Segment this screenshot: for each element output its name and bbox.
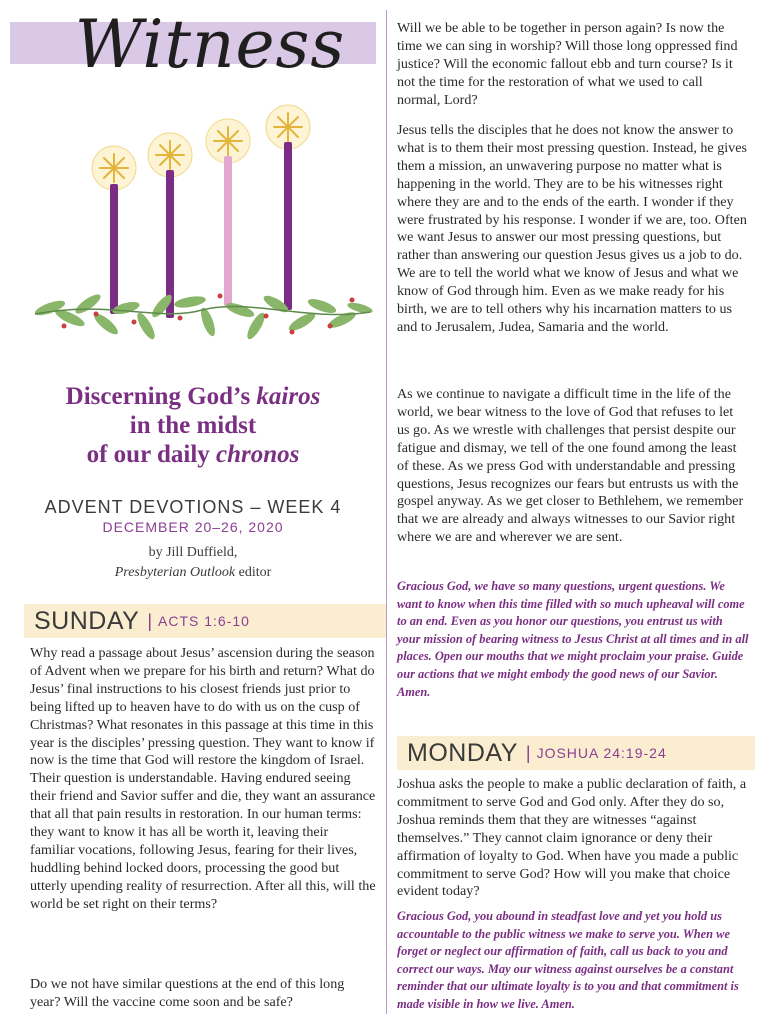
monday-header bbox=[397, 736, 755, 770]
byline-publication: Presbyterian Outlook bbox=[114, 565, 236, 580]
advent-wreath-illustration bbox=[30, 100, 375, 360]
subtitle-heading: Discerning God’s kairos in the midst of our daily chronos bbox=[65, 383, 321, 468]
sunday-paragraph-5: As we continue to navigate a difficult time in the life of the world, we bear witness to the love of God that refuses to let us go. As we wrestle with challenges that persist despite our fatigue and dismay, we tell of the one found among the least of these. As we press God with understandable and pressing questions, Jesus recognizes our fears but entrusts us with the gospel anyway. As we get closer to Bethlehem, we remember that we are already and always witnesses to our Savior right where we are and wherever we are sent. bbox=[397, 386, 744, 546]
page-title: Witness bbox=[74, 6, 346, 83]
sunday-paragraph-4: Jesus tells the disciples that he does not know the answer to what is to them their most pressing question. Instead, he gives them a mission, an unwavering purpose no matter what is happening in the world. They are to be his witnesses right where they are and to the ends of the earth. I wonder if they were frustrated by his response. I wonder if we are, too. Often we want Jesus to answer our most pressing questions, but rather than answering our question Jesus gives us a job to do. We are to tell the world what we know of Jesus and what we know of God through him. Even as we make ready for his birth, we are to tell others why his incarnation matters to us and to Jerusalem, Judea, Samaria and the world. bbox=[397, 122, 747, 335]
byline-role: editor bbox=[235, 565, 272, 580]
day-separator: | bbox=[147, 610, 153, 631]
byline-author: by Jill Duffield, bbox=[148, 545, 238, 560]
series-dates: DECEMBER 20–26, 2020 bbox=[102, 519, 284, 535]
sunday-prayer: Gracious God, we have so many questions, urgent questions. We want to know when this time filled with so much upheaval will come to an end. Even as you honor our questions, you entrust us with your mission of bearing witness to Jesus Christ at all times and in all places. Open our mouths that we might proclaim your praise. Guide our actions that we might embody the good news of our Savior. Amen. bbox=[397, 579, 749, 699]
sunday-paragraph-3: Will we be able to be together in person again? Is now the time we can sing in worship? Will those long oppressed find justice? Will the economic fallout ebb and turn course? Is it not the time for the restoration of what we used to call normal, Lord? bbox=[397, 20, 738, 108]
day-name: MONDAY bbox=[407, 738, 518, 767]
series-title: ADVENT DEVOTIONS – WEEK 4 bbox=[44, 497, 342, 517]
scripture-reference: JOSHUA 24:19-24 bbox=[536, 745, 667, 761]
monday-prayer: Gracious God, you abound in steadfast love and yet you hold us accountable to the public witness we make to serve you. When we forget or neglect our affirmation of faith, call us back to you and correct our ways. May our witness against ourselves be a constant reminder that our ultimate loyalty is to you and that commitment is made visible in how we live. Amen. bbox=[397, 909, 739, 1011]
candle-flame-icon bbox=[92, 105, 310, 190]
byline bbox=[20, 543, 366, 583]
sunday-paragraph-2: Do we not have similar questions at the end of this long year? Will the vaccine come soon and be safe? bbox=[30, 976, 345, 1010]
right-column bbox=[397, 0, 749, 1024]
column-divider bbox=[386, 10, 387, 1014]
day-separator: | bbox=[525, 742, 531, 763]
sunday-paragraph-1: Why read a passage about Jesus’ ascension during the season of Advent when we prepare for his birth and return? What do Jesus’ final instructions to his closest friends just prior to being lifted up to heaven have to do with us on the cusp of Christmas? What resonates in this passage at this time in this year is the disciples’ pressing question. They want to know if now is the time that God will restore the kingdom of Israel. Their question is understandable. Having endured seeing their friend and Savior suffer and die, they want an assurance that all that pain results in restoration. In our human terms: they want to know it has all be worth it, leaving their familiar vocations, following Jesus, fearing for their lives, huddling behind locked doors, processing the good but utterly upending reality of resurrection. After all this, will the world be set right on their terms? bbox=[30, 645, 376, 912]
monday-paragraph-1: Joshua asks the people to make a public declaration of faith, a commitment to serve God and God only. After they do so, Joshua reminds them that they are witnesses “against themselves.” They cannot claim ignorance or deny their affirmation of loyalty to God. When have you made a public commitment to serve God? How will you make that choice evident today? bbox=[397, 776, 747, 900]
day-name: SUNDAY bbox=[34, 606, 140, 635]
sunday-header bbox=[24, 604, 386, 638]
scripture-reference: ACTS 1:6-10 bbox=[158, 613, 250, 629]
